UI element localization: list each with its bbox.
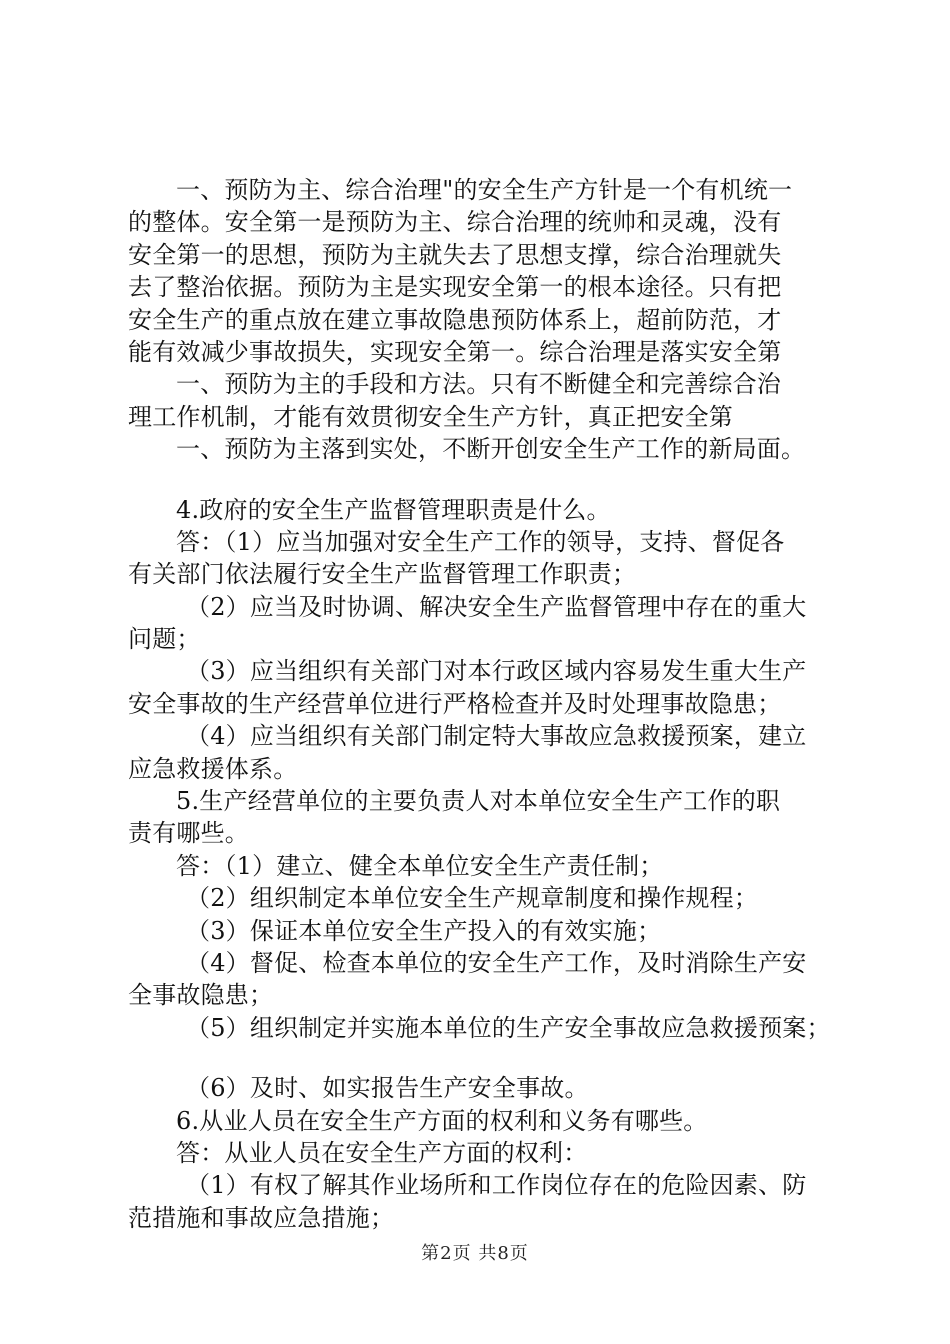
paragraph-line: 一、预防为主、综合治理"的安全生产方针是一个有机统一 — [176, 176, 793, 204]
answer-line: （2）应当及时协调、解决安全生产监督管理中存在的重大 — [186, 592, 807, 621]
paragraph-gap — [128, 466, 834, 494]
answer-line: 应急救援体系。 — [128, 754, 298, 783]
paragraph-line: 一、预防为主落到实处，不断开创安全生产工作的新局面。 — [176, 435, 806, 464]
paragraph-line: 的整体。安全第一是预防为主、综合治理的统帅和灵魂，没有 — [128, 208, 782, 237]
page-number: 第2页 共8页 — [421, 1243, 529, 1264]
page-footer — [0, 1242, 950, 1266]
answer-line: 答：（1）应当加强对安全生产工作的领导，支持、督促各 — [176, 527, 785, 556]
answer-line: （4）督促、检查本单位的安全生产工作，及时消除生产安 — [186, 948, 807, 977]
paragraph-line: 能有效减少事故损失，实现安全第一。综合治理是落实安全第 — [128, 337, 782, 366]
paragraph-gap — [128, 1044, 834, 1072]
answer-line: （5）组织制定并实施本单位的生产安全事故应急救援预案； — [186, 1013, 831, 1042]
answer-line: 全事故隐患； — [128, 981, 274, 1010]
question-heading: 5.生产经营单位的主要负责人对本单位安全生产工作的职 — [176, 787, 781, 816]
question-heading: 责有哪些。 — [128, 819, 249, 848]
answer-line: 答：从业人员在安全生产方面的权利： — [176, 1138, 588, 1167]
answer-line: 有关部门依法履行安全生产监督管理工作职责； — [128, 560, 637, 589]
answer-line: 安全事故的生产经营单位进行严格检查并及时处理事故隐患； — [128, 689, 782, 718]
paragraph-line: 去了整治依据。预防为主是实现安全第一的根本途径。只有把 — [128, 273, 782, 302]
answer-line: 范措施和事故应急措施； — [128, 1203, 395, 1232]
answer-line: （2）组织制定本单位安全生产规章制度和操作规程； — [186, 884, 759, 913]
answer-line: （4）应当组织有关部门制定特大事故应急救援预案，建立 — [186, 722, 807, 751]
answer-line: 问题； — [128, 625, 201, 654]
answer-line: （6）及时、如实报告生产安全事故。 — [186, 1074, 589, 1103]
paragraph-line: 安全第一的思想，预防为主就失去了思想支撑，综合治理就失 — [128, 240, 782, 269]
question-heading: 6.从业人员在安全生产方面的权利和义务有哪些。 — [176, 1106, 708, 1135]
answer-line: （3）保证本单位安全生产投入的有效实施； — [186, 916, 662, 945]
answer-line: （3）应当组织有关部门对本行政区域内容易发生重大生产 — [186, 657, 807, 686]
answer-line: （1）有权了解其作业场所和工作岗位存在的危险因素、防 — [186, 1171, 807, 1200]
paragraph-line: 理工作机制，才能有效贯彻安全生产方针，真正把安全第 — [128, 402, 733, 431]
question-heading: 4.政府的安全生产监督管理职责是什么。 — [176, 495, 611, 524]
paragraph-line: 一、预防为主的手段和方法。只有不断健全和完善综合治 — [176, 370, 781, 399]
answer-line: 答：（1）建立、健全本单位安全生产责任制； — [176, 851, 664, 880]
document-body — [128, 174, 834, 1234]
paragraph-line: 安全生产的重点放在建立事故隐患预防体系上，超前防范，才 — [128, 305, 782, 334]
